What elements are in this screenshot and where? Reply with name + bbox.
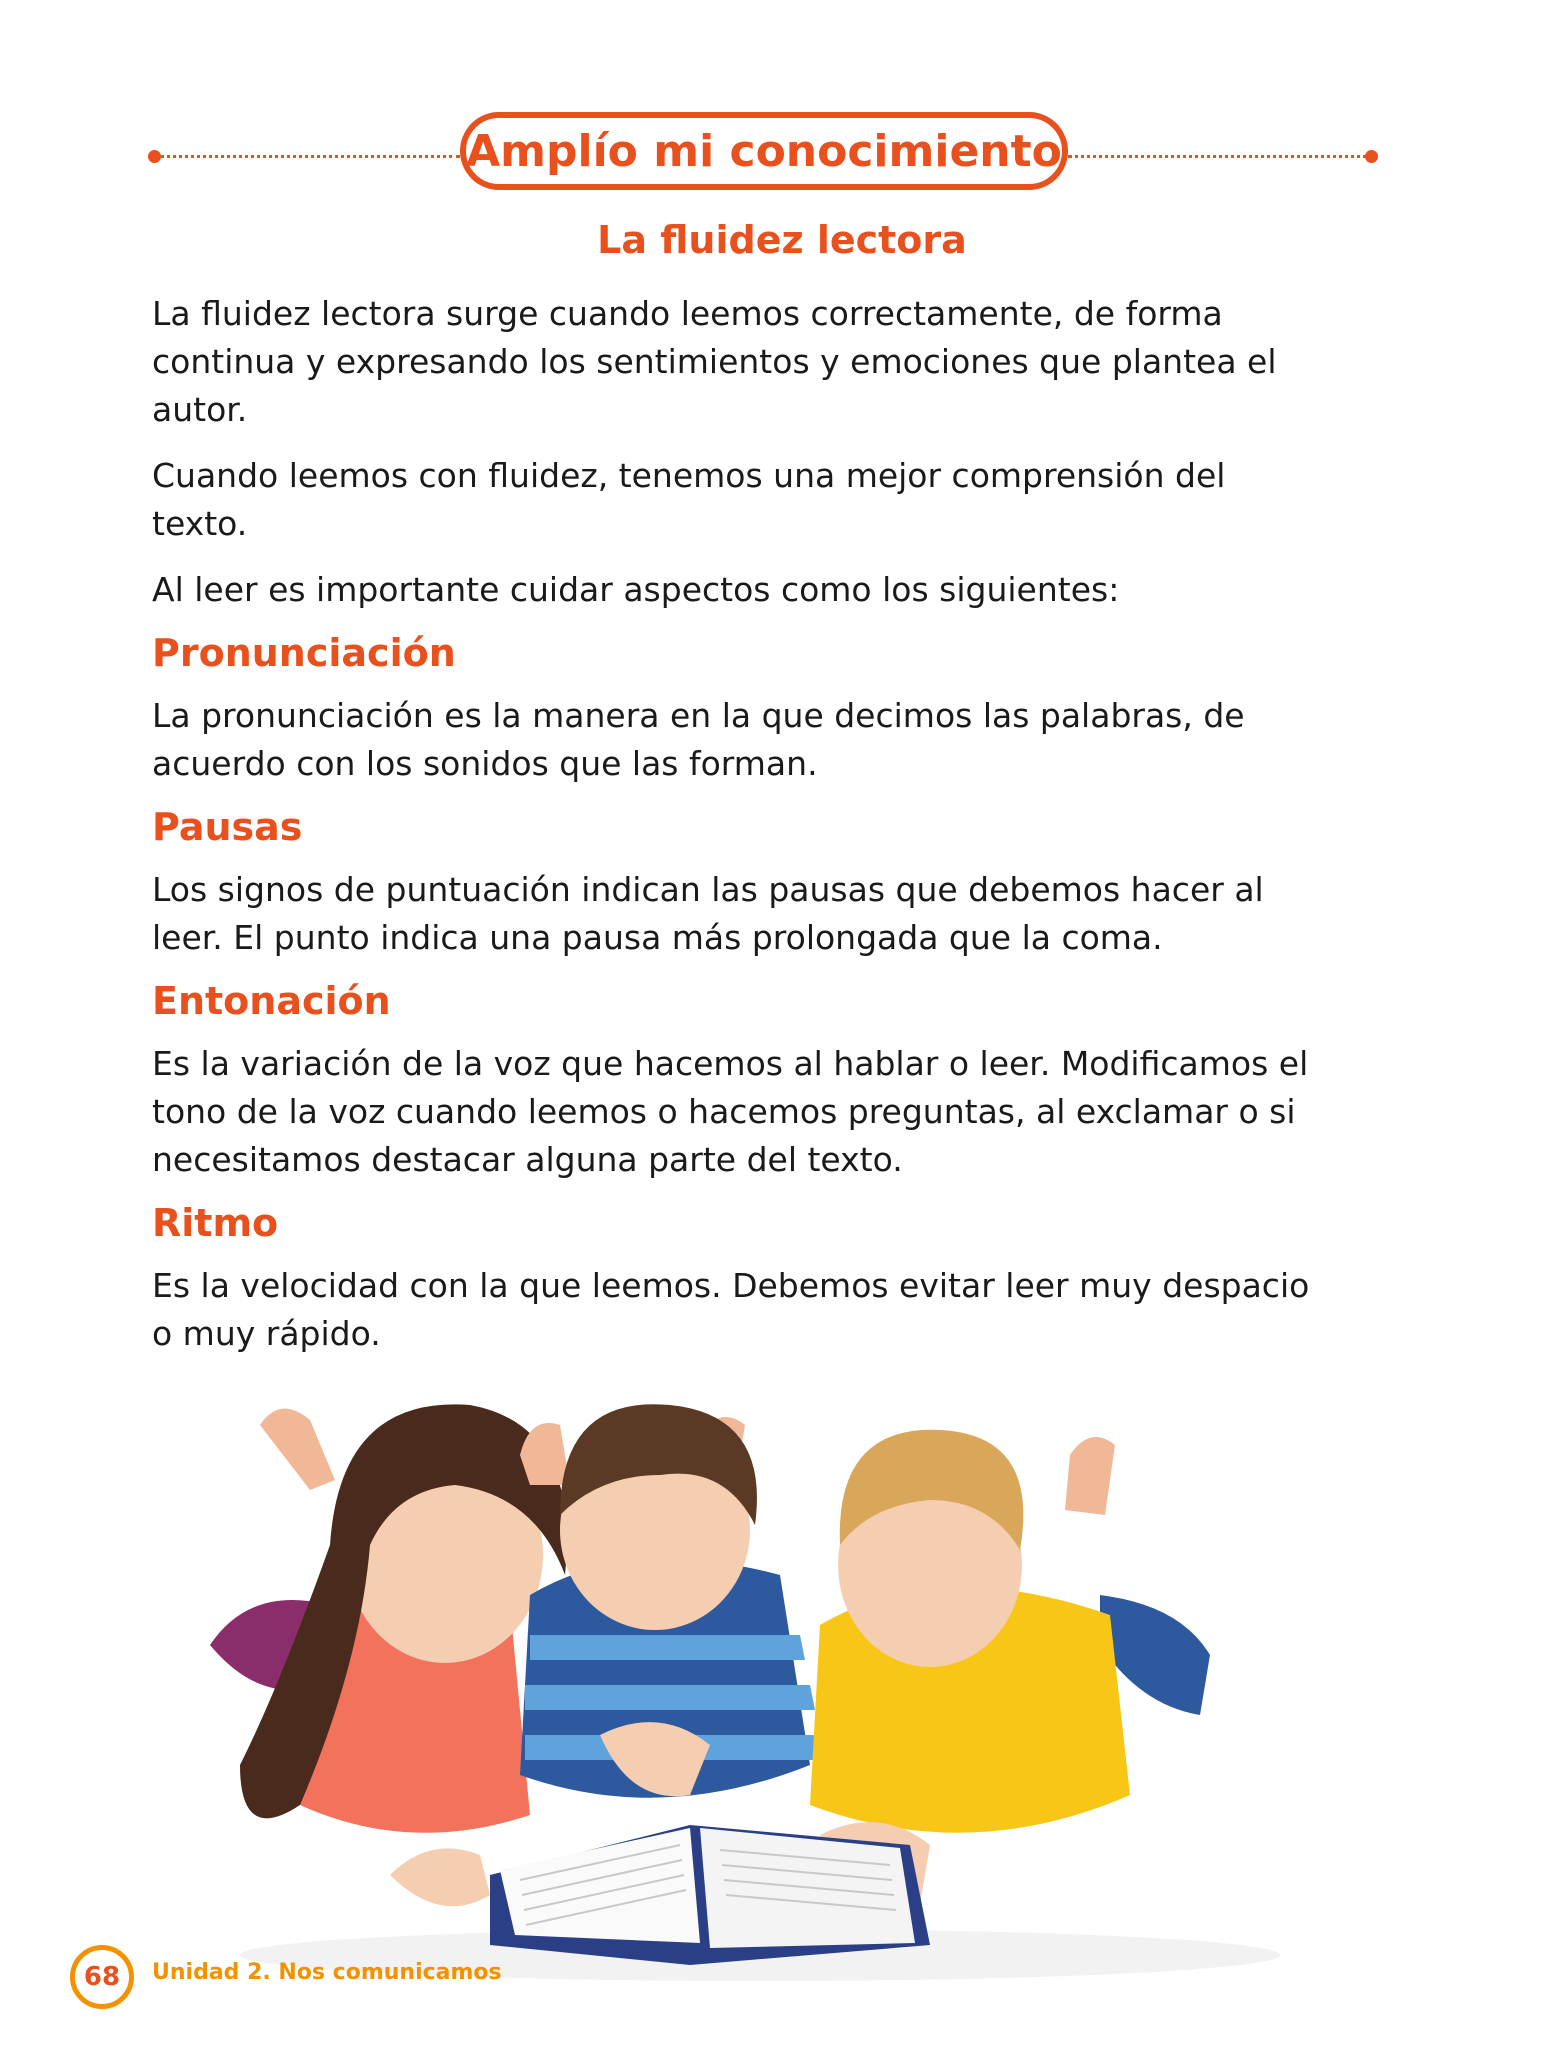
section-heading: Pausas — [152, 805, 303, 849]
text-line: Es la variación de la voz que hacemos al hablar o leer. Modificamos el — [152, 1044, 1309, 1083]
text-line: o muy rápido. — [152, 1314, 381, 1353]
section-pausas — [152, 802, 1382, 962]
text-line: leer. El punto indica una pausa más prolongada que la coma. — [152, 918, 1163, 957]
main-content — [152, 290, 1382, 1358]
bullet-dot-left — [148, 150, 161, 163]
section-banner — [0, 108, 1564, 208]
text-line: tono de la voz cuando leemos o hacemos preguntas, al exclamar o si — [152, 1092, 1296, 1131]
section-title: Amplío mi conocimiento — [460, 112, 1068, 190]
text-line: Al leer es importante cuidar aspectos como los siguientes: — [152, 570, 1120, 609]
text-line: La fluidez lectora surge cuando leemos correctamente, de forma — [152, 294, 1223, 333]
text-line: necesitamos destacar alguna parte del texto. — [152, 1140, 903, 1179]
text-line: Es la velocidad con la que leemos. Debemos evitar leer muy despacio — [152, 1266, 1310, 1305]
section-heading: Entonación — [152, 979, 391, 1023]
section-heading: Ritmo — [152, 1201, 279, 1245]
boy-middle-figure — [520, 1404, 820, 1797]
page-number-badge: 68 — [70, 1945, 134, 2009]
intro-paragraph-2 — [152, 452, 1382, 548]
text-line: Cuando leemos con fluidez, tenemos una mejor comprensión del — [152, 456, 1226, 495]
section-heading: Pronunciación — [152, 631, 456, 675]
section-pronunciacion — [152, 628, 1382, 788]
text-line: autor. — [152, 390, 248, 429]
bullet-dot-right — [1365, 150, 1378, 163]
text-line: continua y expresando los sentimientos y emociones que plantea el — [152, 342, 1277, 381]
section-entonacion — [152, 976, 1382, 1184]
girl-figure — [210, 1404, 567, 1906]
dotted-rule-left — [154, 155, 460, 158]
open-book — [490, 1825, 930, 1965]
unit-label: Unidad 2. Nos comunicamos — [152, 1960, 502, 1985]
text-line: texto. — [152, 504, 248, 543]
page-subtitle: La fluidez lectora — [597, 218, 967, 262]
text-line: La pronunciación es la manera en la que decimos las palabras, de — [152, 696, 1245, 735]
text-line: acuerdo con los sonidos que las forman. — [152, 744, 818, 783]
intro-paragraph-1 — [152, 290, 1382, 434]
text-line: Los signos de puntuación indican las pausas que debemos hacer al — [152, 870, 1264, 909]
intro-paragraph-3 — [152, 566, 1382, 614]
dotted-rule-right — [1068, 155, 1374, 158]
boy-right-figure — [810, 1430, 1210, 1909]
children-reading-photo — [200, 1395, 1330, 1985]
section-ritmo — [152, 1198, 1382, 1358]
